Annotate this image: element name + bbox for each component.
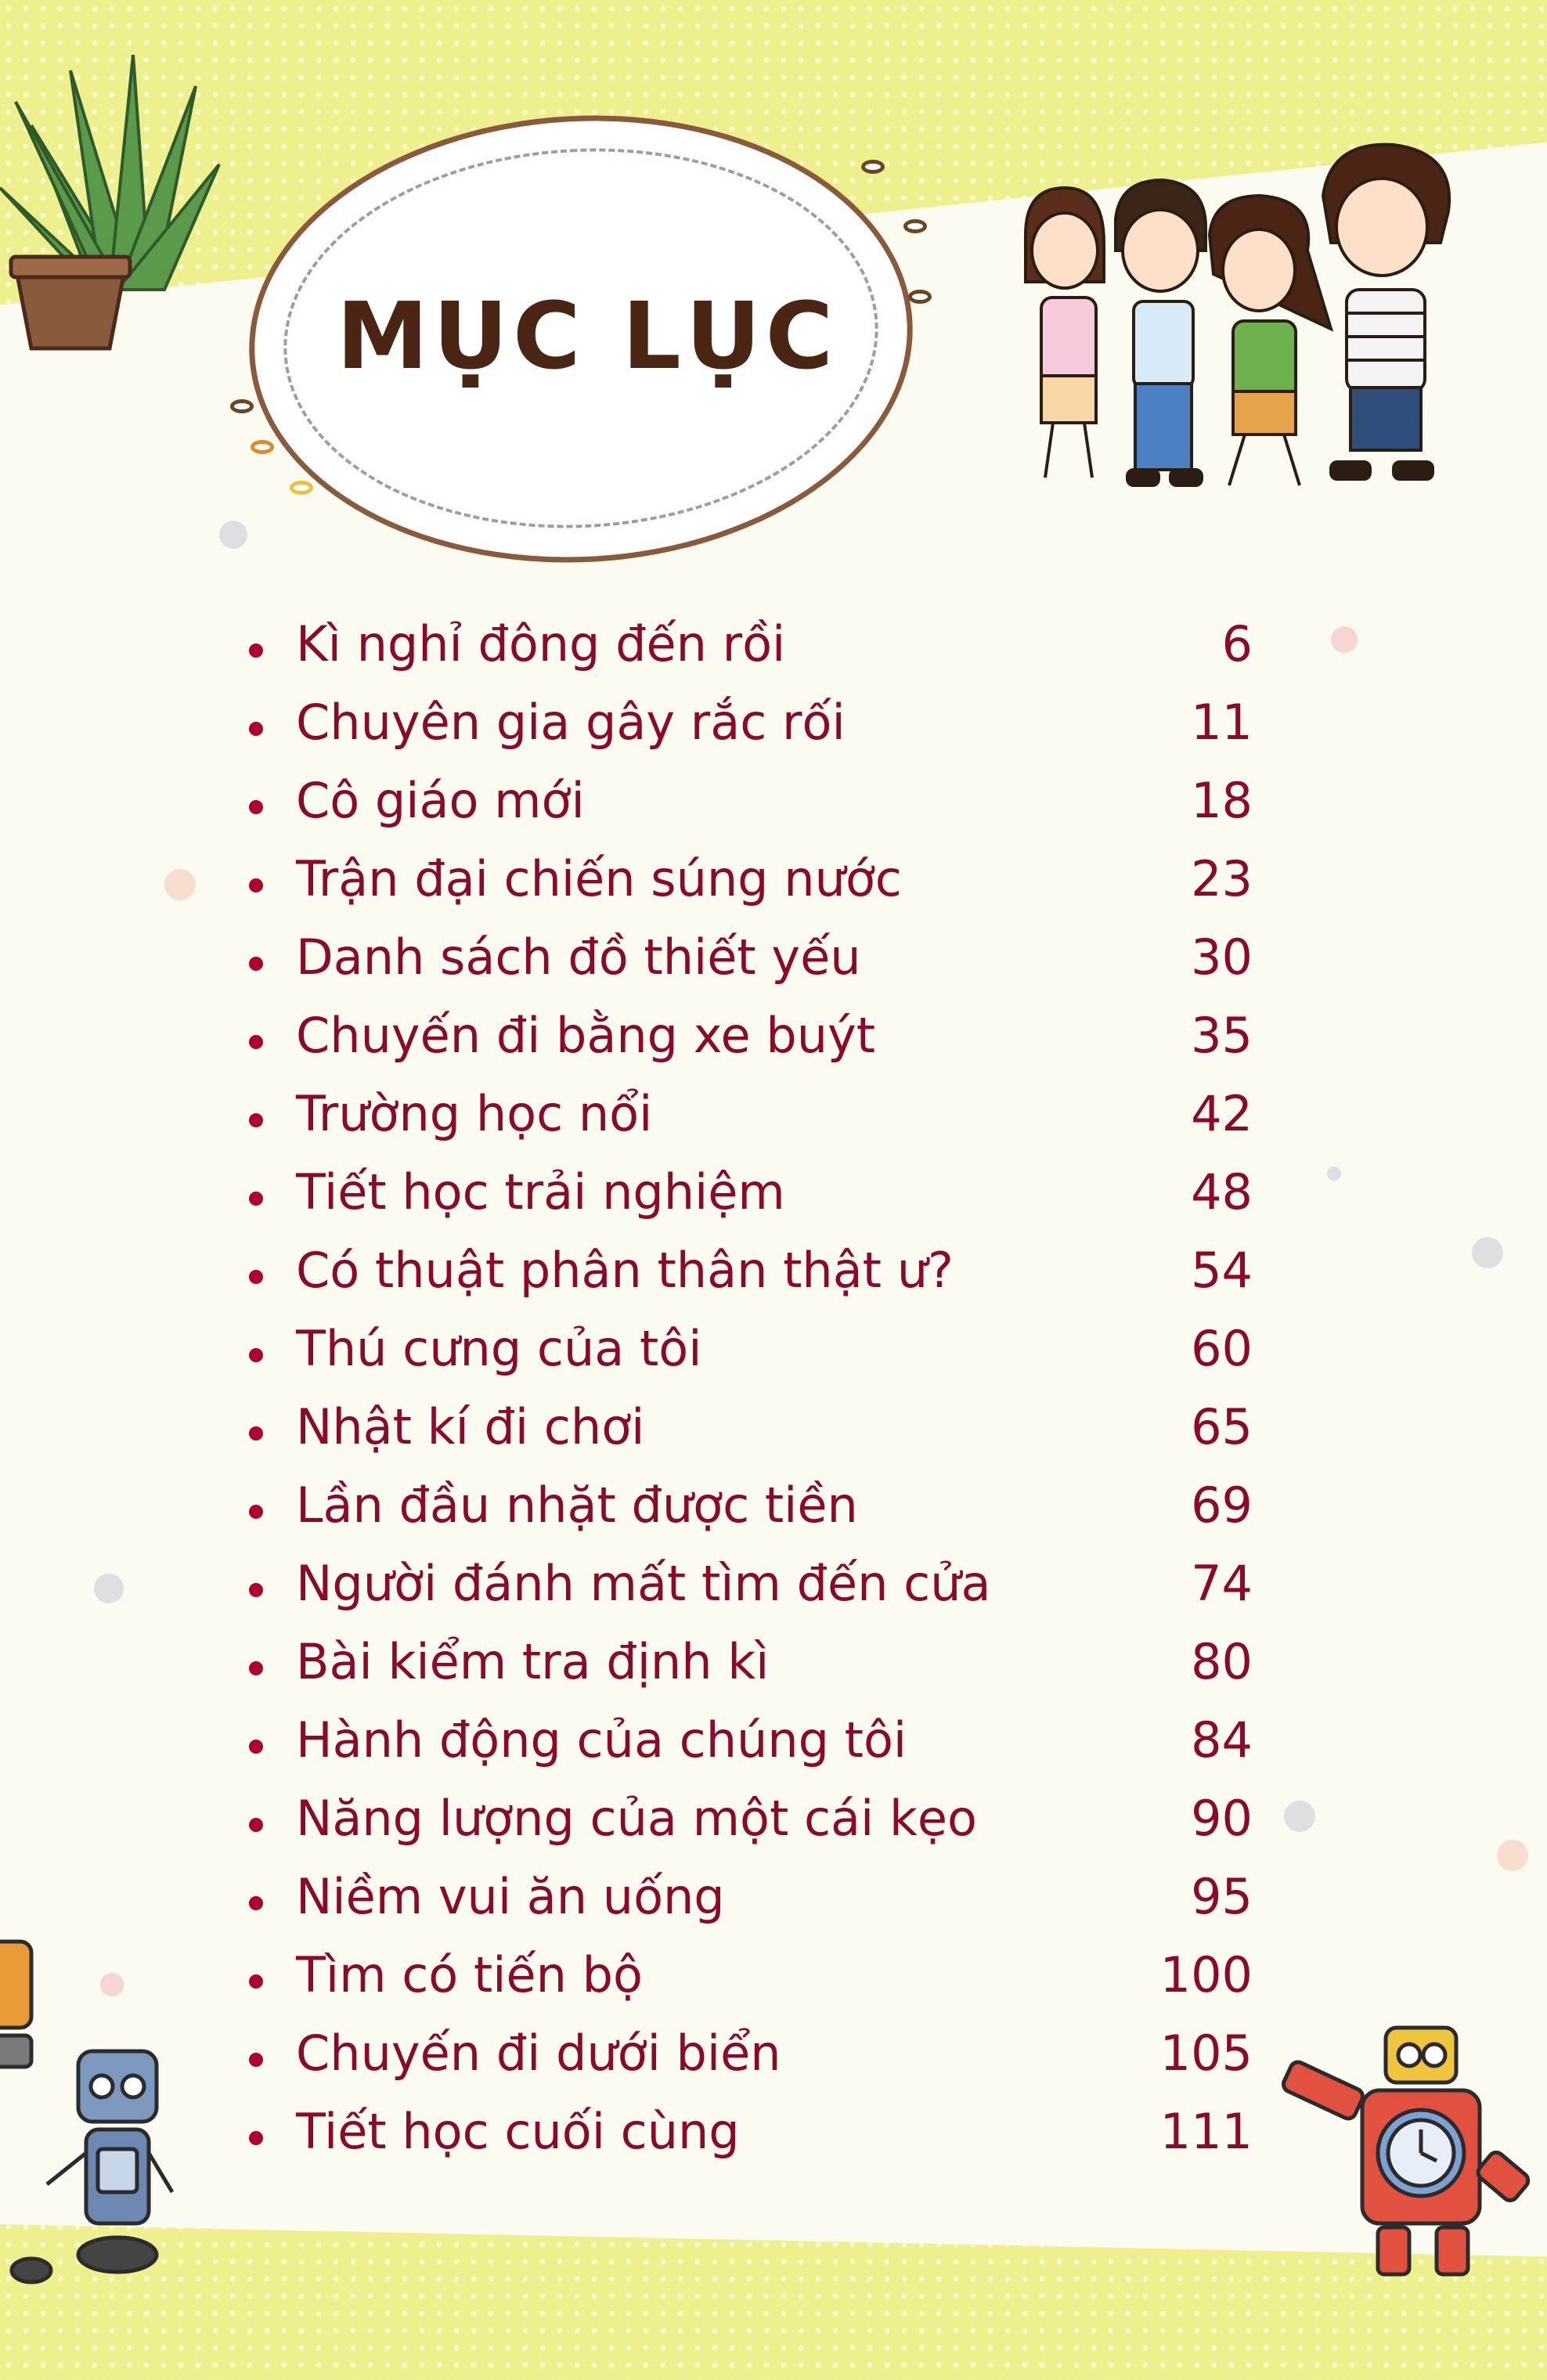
toc-item-page: 69 (1191, 1477, 1253, 1534)
toc-item[interactable] (235, 2020, 1253, 2098)
toc-item-title: Người đánh mất tìm đến cửa (296, 1555, 991, 1612)
bullet-icon (249, 878, 263, 892)
toc-item-title: Danh sách đồ thiết yếu (296, 929, 861, 986)
decor-ring (251, 440, 274, 454)
toc-item-title: Cô giáo mới (296, 772, 585, 829)
decor-dot (164, 869, 196, 900)
decor-dot (1331, 626, 1358, 653)
bullet-icon (249, 722, 263, 736)
toc-item-page: 30 (1191, 929, 1253, 986)
toc-item-page: 23 (1191, 850, 1253, 907)
decor-ring (903, 219, 927, 233)
toc-item[interactable] (235, 689, 1253, 767)
toc-item-title: Lần đầu nhặt được tiền (296, 1477, 858, 1534)
bullet-icon (249, 800, 263, 814)
potted-plant-icon (0, 55, 227, 360)
toc-item-page: 54 (1191, 1242, 1253, 1299)
toc-item-page: 18 (1191, 772, 1253, 829)
bullet-icon (249, 2131, 263, 2145)
decor-dot (1327, 1167, 1341, 1181)
decor-dot (1497, 1840, 1528, 1871)
toc-item-page: 105 (1159, 2025, 1253, 2082)
bullet-icon (249, 1740, 263, 1754)
toc-item-page: 48 (1191, 1163, 1253, 1221)
decor-ring (861, 160, 885, 174)
toc-item-page: 84 (1191, 1711, 1253, 1769)
toc-item-page: 111 (1159, 2103, 1253, 2160)
bullet-icon (249, 644, 263, 658)
toc-item-title: Chuyên gia gây rắc rối (296, 694, 846, 751)
toc-item[interactable] (235, 2098, 1253, 2176)
toc-item[interactable] (235, 1472, 1253, 1550)
toc-item-title: Tìm có tiến bộ (296, 1946, 643, 2003)
toc-item[interactable] (235, 924, 1253, 1002)
toc-item-page: 11 (1191, 694, 1253, 751)
toc-item-page: 6 (1221, 615, 1253, 673)
decor-dot (219, 521, 247, 549)
toc-item-title: Năng lượng của một cái kẹo (296, 1790, 977, 1847)
toc-item[interactable] (235, 1863, 1253, 1942)
toc-item-title: Chuyến đi dưới biển (296, 2025, 781, 2082)
toc-item-page: 65 (1191, 1398, 1253, 1455)
toc-item-page: 90 (1191, 1790, 1253, 1847)
bullet-icon (249, 1505, 263, 1519)
toc-item-title: Nhật kí đi chơi (296, 1398, 645, 1455)
toc-item-title: Tiết học trải nghiệm (296, 1163, 785, 1221)
toc-item[interactable] (235, 1942, 1253, 2020)
toc-item-title: Có thuật phân thân thật ư? (296, 1242, 954, 1299)
toc-item-page: 42 (1191, 1085, 1253, 1142)
toc-item[interactable] (235, 1707, 1253, 1785)
robot-right-illustration (1268, 2012, 1542, 2302)
toc-item-title: Tiết học cuối cùng (296, 2103, 740, 2160)
toc-item-title: Trận đại chiến súng nước (296, 850, 902, 907)
toc-item-page: 60 (1191, 1320, 1253, 1377)
toc-item-page: 74 (1191, 1555, 1253, 1612)
bullet-icon (249, 1348, 263, 1362)
bullet-icon (249, 1270, 263, 1284)
toc-item[interactable] (235, 1237, 1253, 1315)
toc-item-title: Chuyến đi bằng xe buýt (296, 1007, 876, 1064)
toc-item-title: Thú cưng của tôi (296, 1320, 702, 1377)
toc-item-page: 35 (1191, 1007, 1253, 1064)
bullet-icon (249, 1583, 263, 1597)
decor-dot (94, 1574, 124, 1603)
decor-dot (1472, 1237, 1503, 1268)
toc-item[interactable] (235, 1159, 1253, 1237)
toc-item-page: 100 (1159, 1946, 1253, 2003)
decor-ring (230, 399, 254, 413)
toc-item-title: Niềm vui ăn uống (296, 1868, 725, 1925)
toc-item[interactable] (235, 611, 1253, 689)
bullet-icon (249, 2053, 263, 2067)
decor-ring (908, 290, 932, 304)
bullet-icon (249, 957, 263, 971)
bullet-icon (249, 1192, 263, 1206)
toc-item[interactable] (235, 1550, 1253, 1628)
toc-item[interactable] (235, 1785, 1253, 1863)
toc-item[interactable] (235, 1394, 1253, 1472)
toc-item-title: Kì nghỉ đông đến rồi (296, 615, 786, 673)
bullet-icon (249, 1818, 263, 1832)
toc-item[interactable] (235, 1628, 1253, 1707)
bullet-icon (249, 1035, 263, 1049)
page-title: MỤC LỤC (336, 282, 838, 390)
toc-item-title: Trường học nổi (296, 1085, 653, 1142)
toc-item-title: Hành động của chúng tôi (296, 1711, 907, 1769)
toc-item-title: Bài kiểm tra định kì (296, 1633, 770, 1690)
bullet-icon (249, 1896, 263, 1910)
decor-dot (1284, 1801, 1315, 1832)
bullet-icon (249, 1661, 263, 1675)
toc-item[interactable] (235, 1002, 1253, 1080)
toc-item[interactable] (235, 846, 1253, 924)
bullet-icon (249, 1426, 263, 1441)
bullet-icon (249, 1113, 263, 1127)
children-group-illustration (1010, 133, 1495, 509)
robot-left-illustration (0, 1926, 180, 2286)
toc-item-page: 80 (1191, 1633, 1253, 1690)
toc-item[interactable] (235, 767, 1253, 846)
decor-ring (290, 481, 313, 495)
toc-item[interactable] (235, 1080, 1253, 1159)
toc-item-page: 95 (1191, 1868, 1253, 1925)
toc-item[interactable] (235, 1315, 1253, 1394)
bullet-icon (249, 1974, 263, 1989)
